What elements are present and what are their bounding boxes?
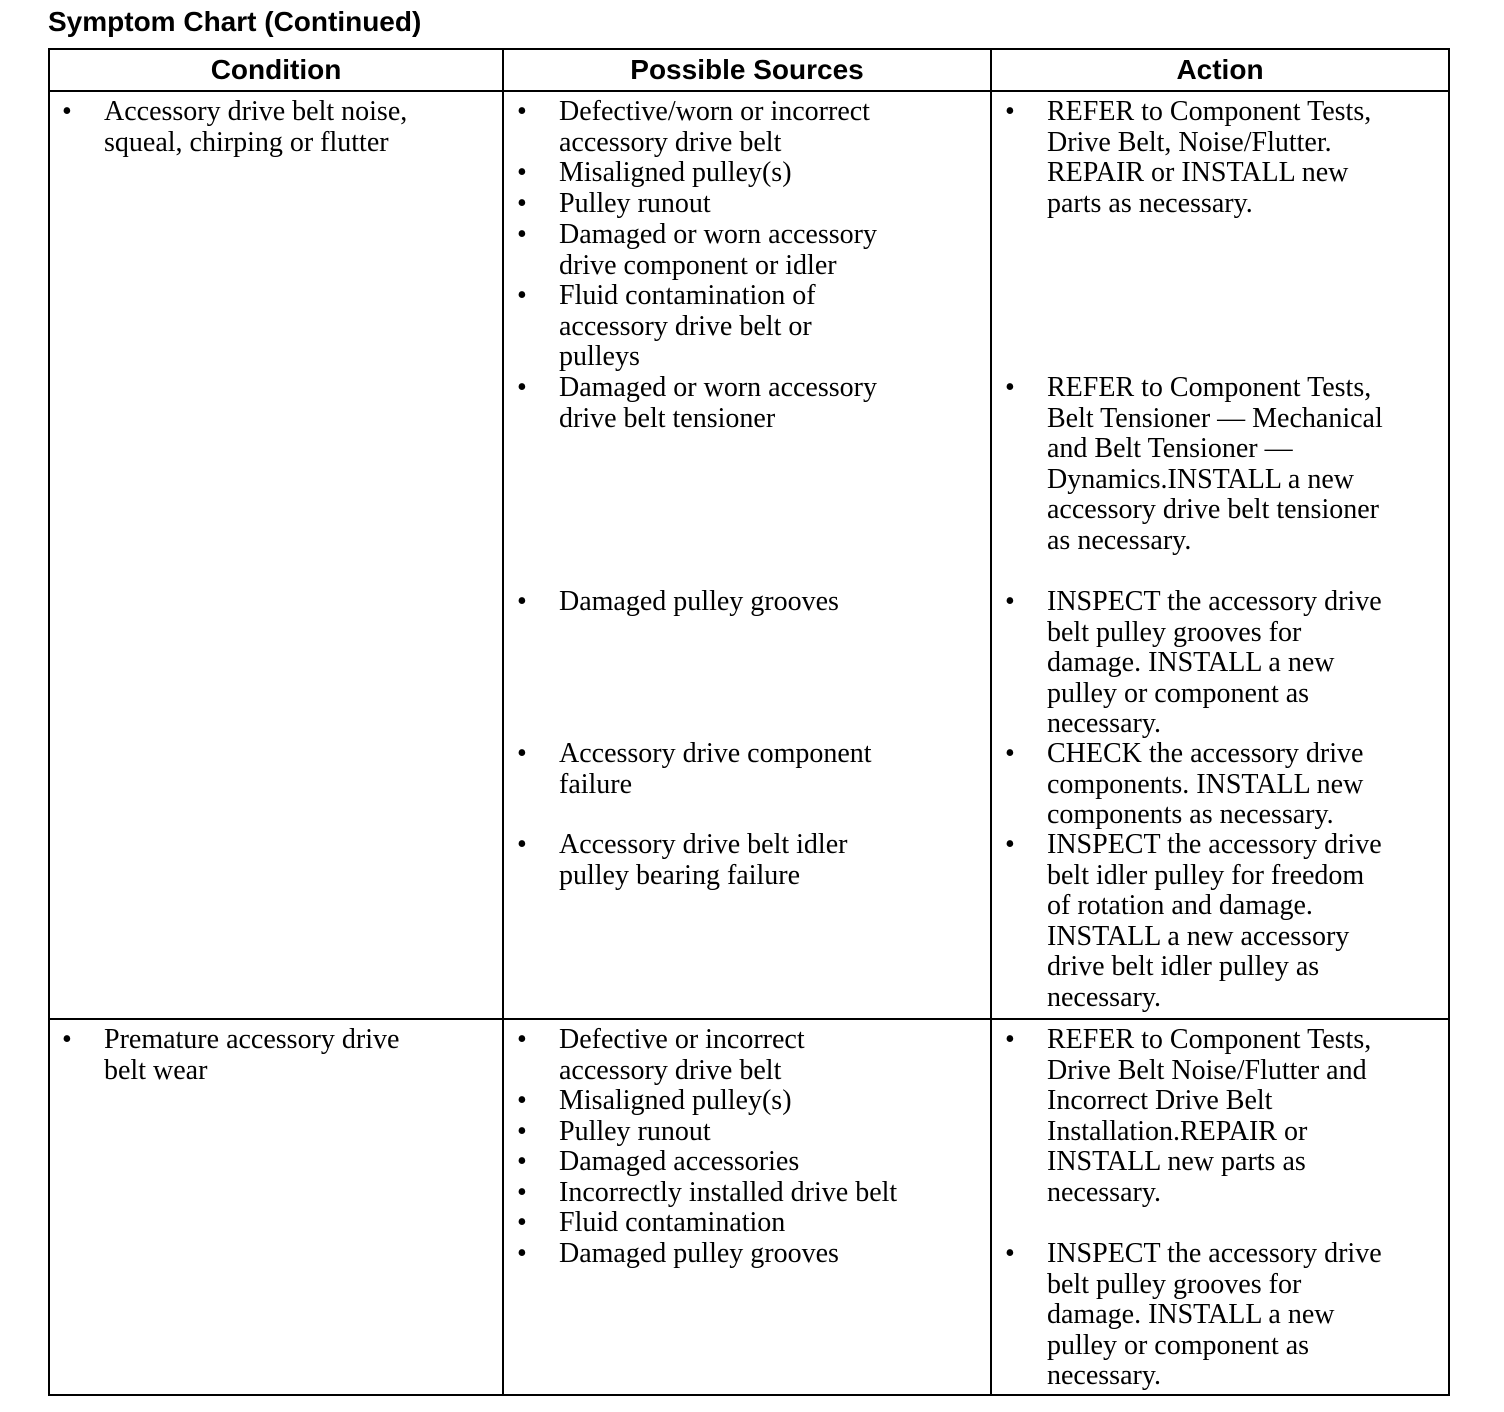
bullet-icon: • — [517, 1177, 527, 1208]
column-divider-2 — [990, 48, 992, 1396]
bullet-icon: • — [517, 1207, 527, 1238]
action-text: REFER to Component Tests, Drive Belt Noise/Flutter and Incorrect Drive Belt Installation.REPAIR or INSTALL new parts as necessary. — [1047, 1024, 1372, 1208]
bullet-icon: • — [517, 1146, 527, 1177]
action-text: CHECK the accessory drive components. INSTALL new components as necessary. — [1047, 738, 1364, 830]
column-divider-1 — [502, 48, 504, 1396]
bullet-icon: • — [517, 96, 527, 127]
bullet-icon: • — [517, 738, 527, 769]
bullet-icon: • — [62, 1024, 72, 1055]
bullet-icon: • — [1005, 1238, 1015, 1269]
source-text: Fluid contamination of accessory drive belt or pulleys — [559, 280, 816, 372]
bullet-icon: • — [517, 157, 527, 188]
action-text: INSPECT the accessory drive belt pulley grooves for damage. INSTALL a new pulley or component as necessary. — [1047, 1238, 1382, 1391]
bullet-icon: • — [1005, 586, 1015, 617]
bullet-icon: • — [517, 1116, 527, 1147]
bullet-icon: • — [1005, 738, 1015, 769]
source-text: Pulley runout — [559, 188, 711, 219]
header-divider — [48, 90, 1450, 92]
bullet-icon: • — [517, 829, 527, 860]
condition-text: Accessory drive belt noise, squeal, chirping or flutter — [104, 96, 408, 158]
bullet-icon: • — [517, 280, 527, 311]
bullet-icon: • — [517, 586, 527, 617]
bullet-icon: • — [1005, 1024, 1015, 1055]
bullet-icon: • — [517, 1238, 527, 1269]
header-possible-sources: Possible Sources — [630, 54, 864, 85]
source-text: Misaligned pulley(s) — [559, 1085, 792, 1116]
source-text: Damaged or worn accessory drive component or idler — [559, 219, 877, 281]
action-text: REFER to Component Tests, Belt Tensioner — Mechanical and Belt Tensioner — Dynamics.INSTALL a new accessory drive belt tensioner as necessary. — [1047, 372, 1383, 556]
source-text: Incorrectly installed drive belt — [559, 1177, 898, 1208]
source-text: Pulley runout — [559, 1116, 711, 1147]
source-text: Damaged pulley grooves — [559, 586, 839, 617]
table-border-bottom — [48, 1394, 1450, 1396]
condition-text: Premature accessory drive belt wear — [104, 1024, 400, 1086]
source-text: Damaged accessories — [559, 1146, 800, 1177]
source-text: Defective/worn or incorrect accessory drive belt — [559, 96, 870, 158]
table-border-right — [1448, 48, 1450, 1396]
bullet-icon: • — [517, 219, 527, 250]
row-divider — [48, 1018, 1450, 1020]
header-condition: Condition — [210, 54, 342, 85]
action-text: INSPECT the accessory drive belt pulley grooves for damage. INSTALL a new pulley or component as necessary. — [1047, 586, 1382, 739]
bullet-icon: • — [62, 96, 72, 127]
source-text: Defective or incorrect accessory drive belt — [559, 1024, 805, 1086]
page-title: Symptom Chart (Continued) — [48, 6, 422, 37]
table-border-left — [48, 48, 50, 1396]
action-text: REFER to Component Tests, Drive Belt, Noise/Flutter. REPAIR or INSTALL new parts as necessary. — [1047, 96, 1372, 219]
bullet-icon: • — [1005, 829, 1015, 860]
bullet-icon: • — [517, 372, 527, 403]
bullet-icon: • — [517, 1085, 527, 1116]
bullet-icon: • — [517, 1024, 527, 1055]
source-text: Accessory drive belt idler pulley bearing failure — [559, 829, 848, 891]
bullet-icon: • — [1005, 372, 1015, 403]
source-text: Damaged pulley grooves — [559, 1238, 839, 1269]
bullet-icon: • — [1005, 96, 1015, 127]
header-action: Action — [1176, 54, 1264, 85]
bullet-icon: • — [517, 188, 527, 219]
source-text: Damaged or worn accessory drive belt tensioner — [559, 372, 877, 434]
action-text: INSPECT the accessory drive belt idler pulley for freedom of rotation and damage. INSTALL a new accessory drive belt idler pulley as necessary. — [1047, 829, 1382, 1013]
source-text: Fluid contamination — [559, 1207, 786, 1238]
source-text: Accessory drive component failure — [559, 738, 872, 800]
source-text: Misaligned pulley(s) — [559, 157, 792, 188]
